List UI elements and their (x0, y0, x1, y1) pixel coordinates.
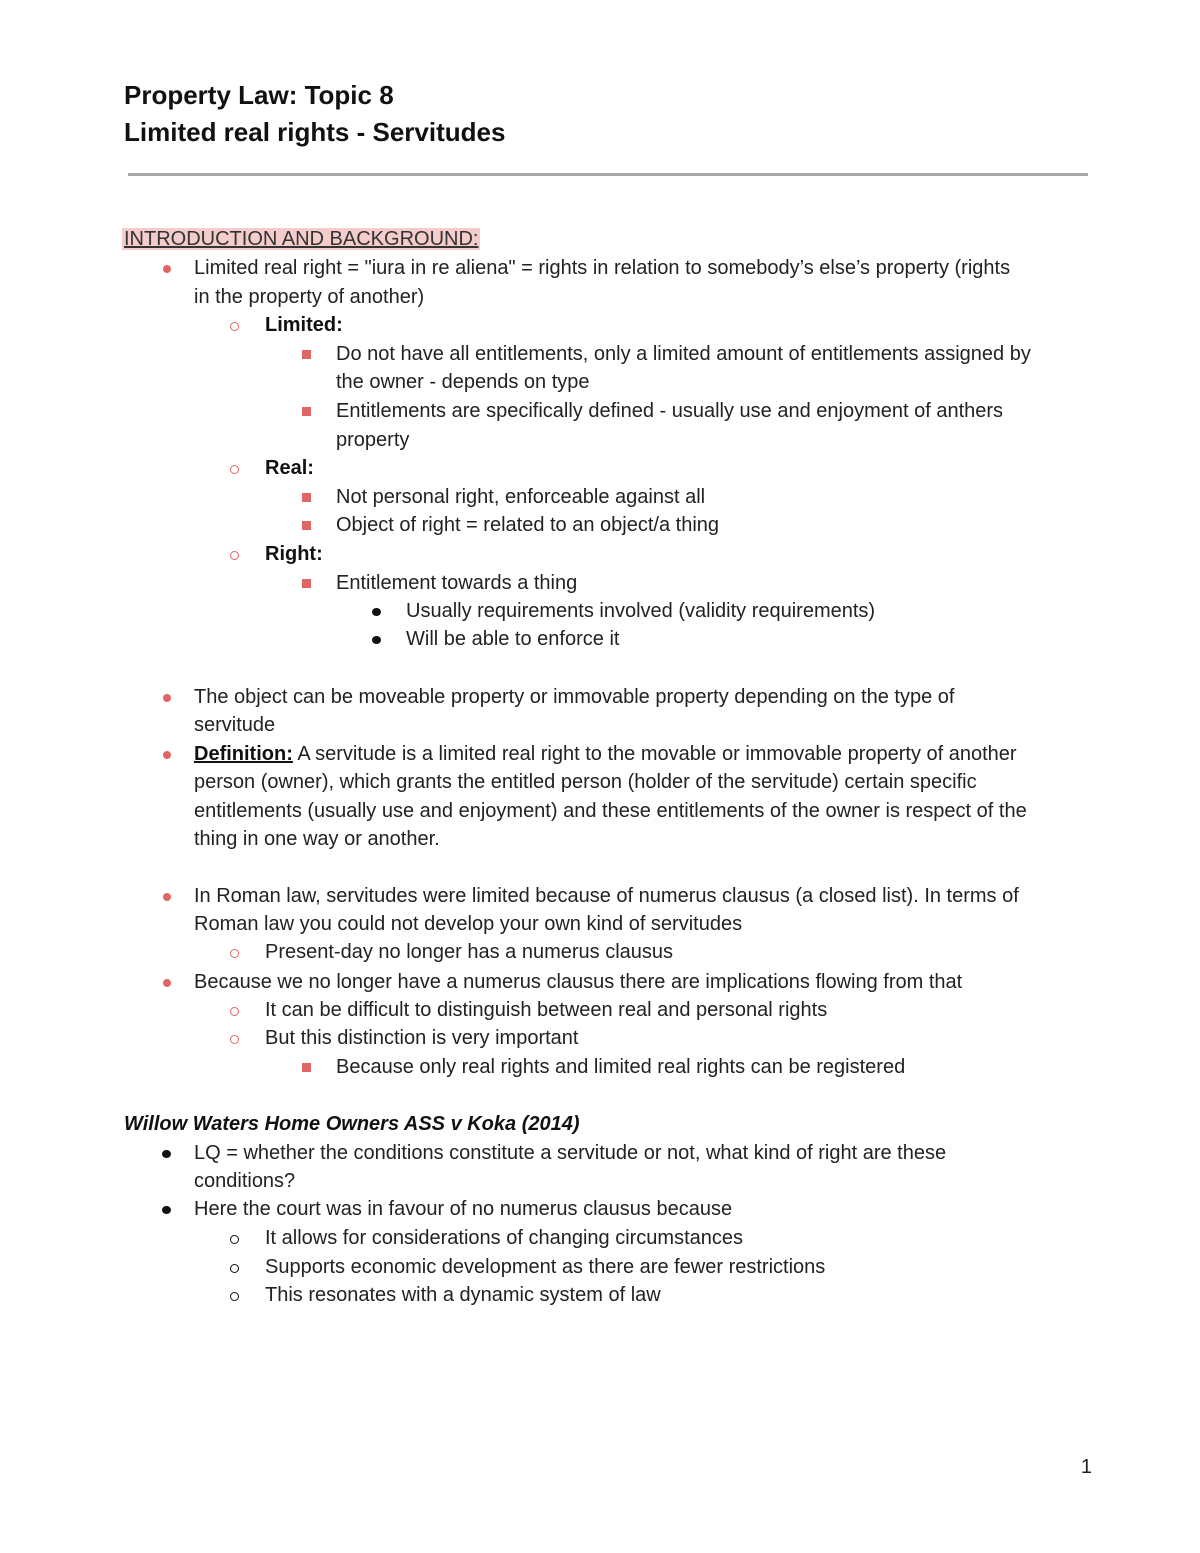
list-item-continuation: thing in one way or another. (194, 828, 440, 850)
bullet-dot-icon (372, 636, 381, 644)
list-item: Here the court was in favour of no numerus clausus because (194, 1198, 733, 1220)
list-item: But this distinction is very important (265, 1027, 579, 1049)
bullet-circle-icon (230, 949, 239, 958)
list-item: It allows for considerations of changing circumstances (265, 1227, 744, 1249)
list-item: This resonates with a dynamic system of law (265, 1284, 661, 1306)
section-heading (122, 225, 480, 253)
bullet-circle-icon (230, 465, 239, 474)
bullet-dot-icon (372, 608, 381, 616)
list-item-continuation: person (owner), which grants the entitled person (holder of the servitude) certain specific (194, 771, 977, 793)
list-item-continuation: in the property of another) (194, 286, 425, 308)
bullet-dot-icon (163, 694, 171, 702)
definition-line (194, 740, 1017, 768)
page-number: 1 (1080, 1456, 1092, 1478)
bullet-square-icon (302, 493, 311, 502)
bullet-circle-icon (230, 1007, 239, 1016)
bullet-square-icon (302, 1063, 311, 1072)
list-item: Entitlements are specifically defined - usually use and enjoyment of anthers (336, 400, 1004, 422)
list-item-continuation: the owner - depends on type (336, 371, 590, 393)
bullet-circle-icon (230, 551, 239, 560)
bullet-dot-icon (162, 1206, 171, 1214)
list-item: LQ = whether the conditions constitute a servitude or not, what kind of right are these (194, 1142, 947, 1164)
list-item: Limited real right = "iura in re aliena" = rights in relation to somebody’s else’s property (rights (194, 257, 1011, 279)
list-item: Because we no longer have a numerus clausus there are implications flowing from that (194, 971, 963, 993)
label-real: Real: (265, 457, 314, 479)
case-heading: Willow Waters Home Owners ASS v Koka (2014) (124, 1113, 580, 1135)
bullet-circle-icon (230, 322, 239, 331)
bullet-circle-icon (230, 1292, 239, 1301)
bullet-circle-icon (230, 1035, 239, 1044)
list-item-continuation: Roman law you could not develop your own kind of servitudes (194, 913, 743, 935)
bullet-dot-icon (163, 979, 171, 987)
list-item: The object can be moveable property or immovable property depending on the type of (194, 686, 955, 708)
bullet-dot-icon (163, 893, 171, 901)
bullet-square-icon (302, 407, 311, 416)
list-item: Usually requirements involved (validity requirements) (406, 600, 876, 622)
list-item-continuation: conditions? (194, 1170, 296, 1192)
list-item: In Roman law, servitudes were limited because of numerus clausus (a closed list). In terms of (194, 885, 1019, 907)
list-item: Supports economic development as there are fewer restrictions (265, 1256, 826, 1278)
list-item: Present-day no longer has a numerus clausus (265, 941, 674, 963)
label-limited: Limited: (265, 314, 343, 336)
bullet-dot-icon (163, 265, 171, 273)
definition-label: Definition: (194, 743, 293, 765)
list-item: Entitlement towards a thing (336, 572, 578, 594)
bullet-circle-icon (230, 1235, 239, 1244)
document-subtitle: Limited real rights - Servitudes (124, 117, 506, 147)
horizontal-rule (128, 173, 1088, 176)
bullet-square-icon (302, 521, 311, 530)
list-item-continuation: property (336, 429, 410, 451)
list-item: Not personal right, enforceable against all (336, 486, 706, 508)
list-item: Will be able to enforce it (406, 628, 620, 650)
bullet-dot-icon (163, 751, 171, 759)
list-item: Because only real rights and limited real rights can be registered (336, 1056, 906, 1078)
bullet-square-icon (302, 350, 311, 359)
list-item: Do not have all entitlements, only a limited amount of entitlements assigned by (336, 343, 1031, 365)
list-item: It can be difficult to distinguish between real and personal rights (265, 999, 828, 1021)
section-heading-text: INTRODUCTION AND BACKGROUND: (124, 228, 479, 250)
list-item-continuation: entitlements (usually use and enjoyment) and these entitlements of the owner is respect of the (194, 800, 1027, 822)
bullet-dot-icon (162, 1150, 171, 1158)
label-right: Right: (265, 543, 323, 565)
list-item-continuation: servitude (194, 714, 276, 736)
bullet-square-icon (302, 579, 311, 588)
document-title: Property Law: Topic 8 (124, 80, 394, 110)
definition-text: A servitude is a limited real right to the movable or immovable property of another (292, 743, 1017, 765)
bullet-circle-icon (230, 1264, 239, 1273)
list-item: Object of right = related to an object/a thing (336, 514, 720, 536)
